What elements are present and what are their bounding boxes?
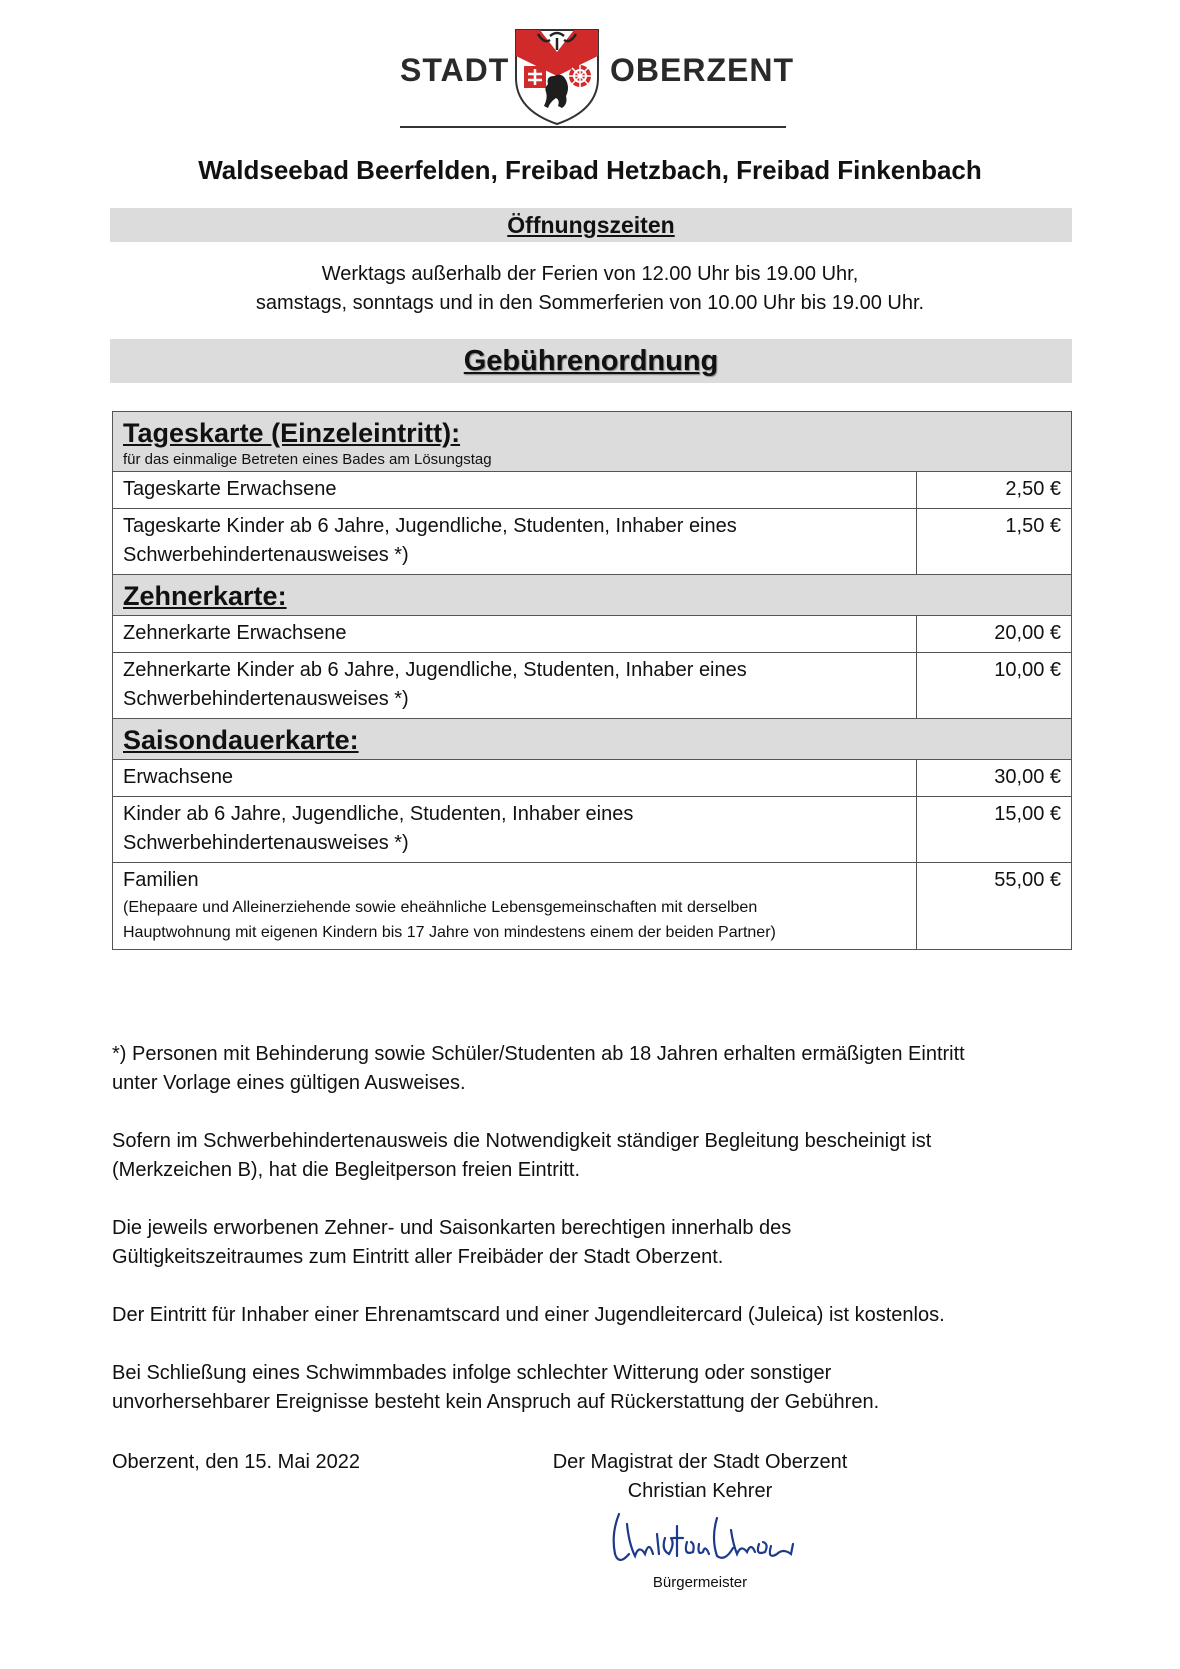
section-header-row xyxy=(113,575,1072,616)
fee-description xyxy=(113,797,917,863)
fee-description: Erwachsene xyxy=(113,760,917,797)
section-header-tageskarte xyxy=(113,412,1072,472)
table-row xyxy=(113,863,1072,950)
hours-heading: Öffnungszeiten xyxy=(110,208,1072,242)
fee-table xyxy=(112,411,1072,950)
signer-name: Christian Kehrer xyxy=(627,1480,773,1502)
fee-description-line: Kinder ab 6 Jahre, Jugendliche, Studenten, Inhaber eines xyxy=(123,803,634,825)
note-line: Der Eintritt für Inhaber einer Ehrenamtscard und einer Jugendleitercard (Juleica) ist kostenlos. xyxy=(112,1304,945,1326)
fee-description xyxy=(113,653,917,719)
fee-price: 30,00 € xyxy=(917,760,1072,797)
note-paragraph xyxy=(112,1040,1072,1098)
table-row xyxy=(113,509,1072,575)
authority-name: Der Magistrat der Stadt Oberzent xyxy=(552,1451,848,1473)
note-paragraph xyxy=(112,1214,1072,1272)
fee-description-line: Schwerbehindertenausweises *) xyxy=(123,832,409,854)
header-divider xyxy=(400,126,786,128)
note-line: unter Vorlage eines gültigen Ausweises. xyxy=(112,1072,466,1094)
table-row xyxy=(113,472,1072,509)
fee-description: Tageskarte Erwachsene xyxy=(113,472,917,509)
note-line: Sofern im Schwerbehindertenausweis die Notwendigkeit ständiger Begleitung bescheinigt ist xyxy=(112,1130,932,1152)
signer-role: Bürgermeister xyxy=(652,1574,748,1591)
table-row xyxy=(113,616,1072,653)
note-paragraph xyxy=(112,1127,1072,1185)
coat-of-arms-icon xyxy=(510,26,604,126)
section-header-saisondauerkarte xyxy=(113,719,1072,760)
logo-word-stadt: STADT xyxy=(400,52,510,88)
section-title: Tageskarte (Einzeleintritt): xyxy=(123,418,461,448)
note-line: Bei Schließung eines Schwimmbades infolge schlechter Witterung oder sonstiger xyxy=(112,1362,832,1384)
fee-description: Zehnerkarte Erwachsene xyxy=(113,616,917,653)
section-header-row xyxy=(113,719,1072,760)
fee-description xyxy=(113,863,917,950)
fee-price: 20,00 € xyxy=(917,616,1072,653)
opening-hours-text xyxy=(0,260,1180,318)
fee-price: 10,00 € xyxy=(917,653,1072,719)
handwritten-signature xyxy=(605,1504,805,1574)
fees-heading: Gebührenordnung xyxy=(110,339,1072,383)
section-subtitle: für das einmalige Betreten eines Bades am Lösungstag xyxy=(123,451,492,468)
fee-price: 1,50 € xyxy=(917,509,1072,575)
fee-description xyxy=(113,509,917,575)
section-title: Zehnerkarte: xyxy=(123,581,287,611)
hours-line-weekdays: Werktags außerhalb der Ferien von 12.00 Uhr bis 19.00 Uhr, xyxy=(321,263,859,285)
family-note-line: (Ehepaare und Alleinerziehende sowie eheähnliche Lebensgemeinschaften mit derselben xyxy=(123,899,758,916)
fee-price: 55,00 € xyxy=(917,863,1072,950)
signatory-block xyxy=(520,1448,880,1506)
notes-section xyxy=(112,1040,1072,1446)
logo-word-oberzent: OBERZENT xyxy=(610,52,794,88)
fee-description-line: Tageskarte Kinder ab 6 Jahre, Jugendliche, Studenten, Inhaber eines xyxy=(123,515,737,537)
section-header-row xyxy=(113,412,1072,472)
note-line: Die jeweils erworbenen Zehner- und Saisonkarten berechtigen innerhalb des xyxy=(112,1217,792,1239)
table-row xyxy=(113,653,1072,719)
page-title: Waldseebad Beerfelden, Freibad Hetzbach, Freibad Finkenbach xyxy=(198,155,982,185)
table-row xyxy=(113,760,1072,797)
fee-description-line: Familien xyxy=(123,869,199,891)
fee-description-line: Schwerbehindertenausweises *) xyxy=(123,544,409,566)
note-line: unvorhersehbarer Ereignisse besteht kein Anspruch auf Rückerstattung der Gebühren. xyxy=(112,1391,880,1413)
table-row xyxy=(113,797,1072,863)
fee-price: 2,50 € xyxy=(917,472,1072,509)
fee-description-line: Zehnerkarte Kinder ab 6 Jahre, Jugendliche, Studenten, Inhaber eines xyxy=(123,659,747,681)
section-title: Saisondauerkarte: xyxy=(123,725,359,755)
place-and-date: Oberzent, den 15. Mai 2022 xyxy=(112,1451,360,1473)
note-line: (Merkzeichen B), hat die Begleitperson freien Eintritt. xyxy=(112,1159,580,1181)
fee-description-line: Schwerbehindertenausweises *) xyxy=(123,688,409,710)
note-line: *) Personen mit Behinderung sowie Schüler/Studenten ab 18 Jahren erhalten ermäßigten Eintritt xyxy=(112,1043,965,1065)
note-line: Gültigkeitszeitraumes zum Eintritt aller Freibäder der Stadt Oberzent. xyxy=(112,1246,724,1268)
note-paragraph xyxy=(112,1301,1072,1330)
note-paragraph xyxy=(112,1359,1072,1417)
family-note-line: Hauptwohnung mit eigenen Kindern bis 17 Jahre von mindestens einem der beiden Partner) xyxy=(123,924,776,941)
fee-price: 15,00 € xyxy=(917,797,1072,863)
hours-line-weekends: samstags, sonntags und in den Sommerferien von 10.00 Uhr bis 19.00 Uhr. xyxy=(255,292,925,314)
section-header-zehnerkarte xyxy=(113,575,1072,616)
